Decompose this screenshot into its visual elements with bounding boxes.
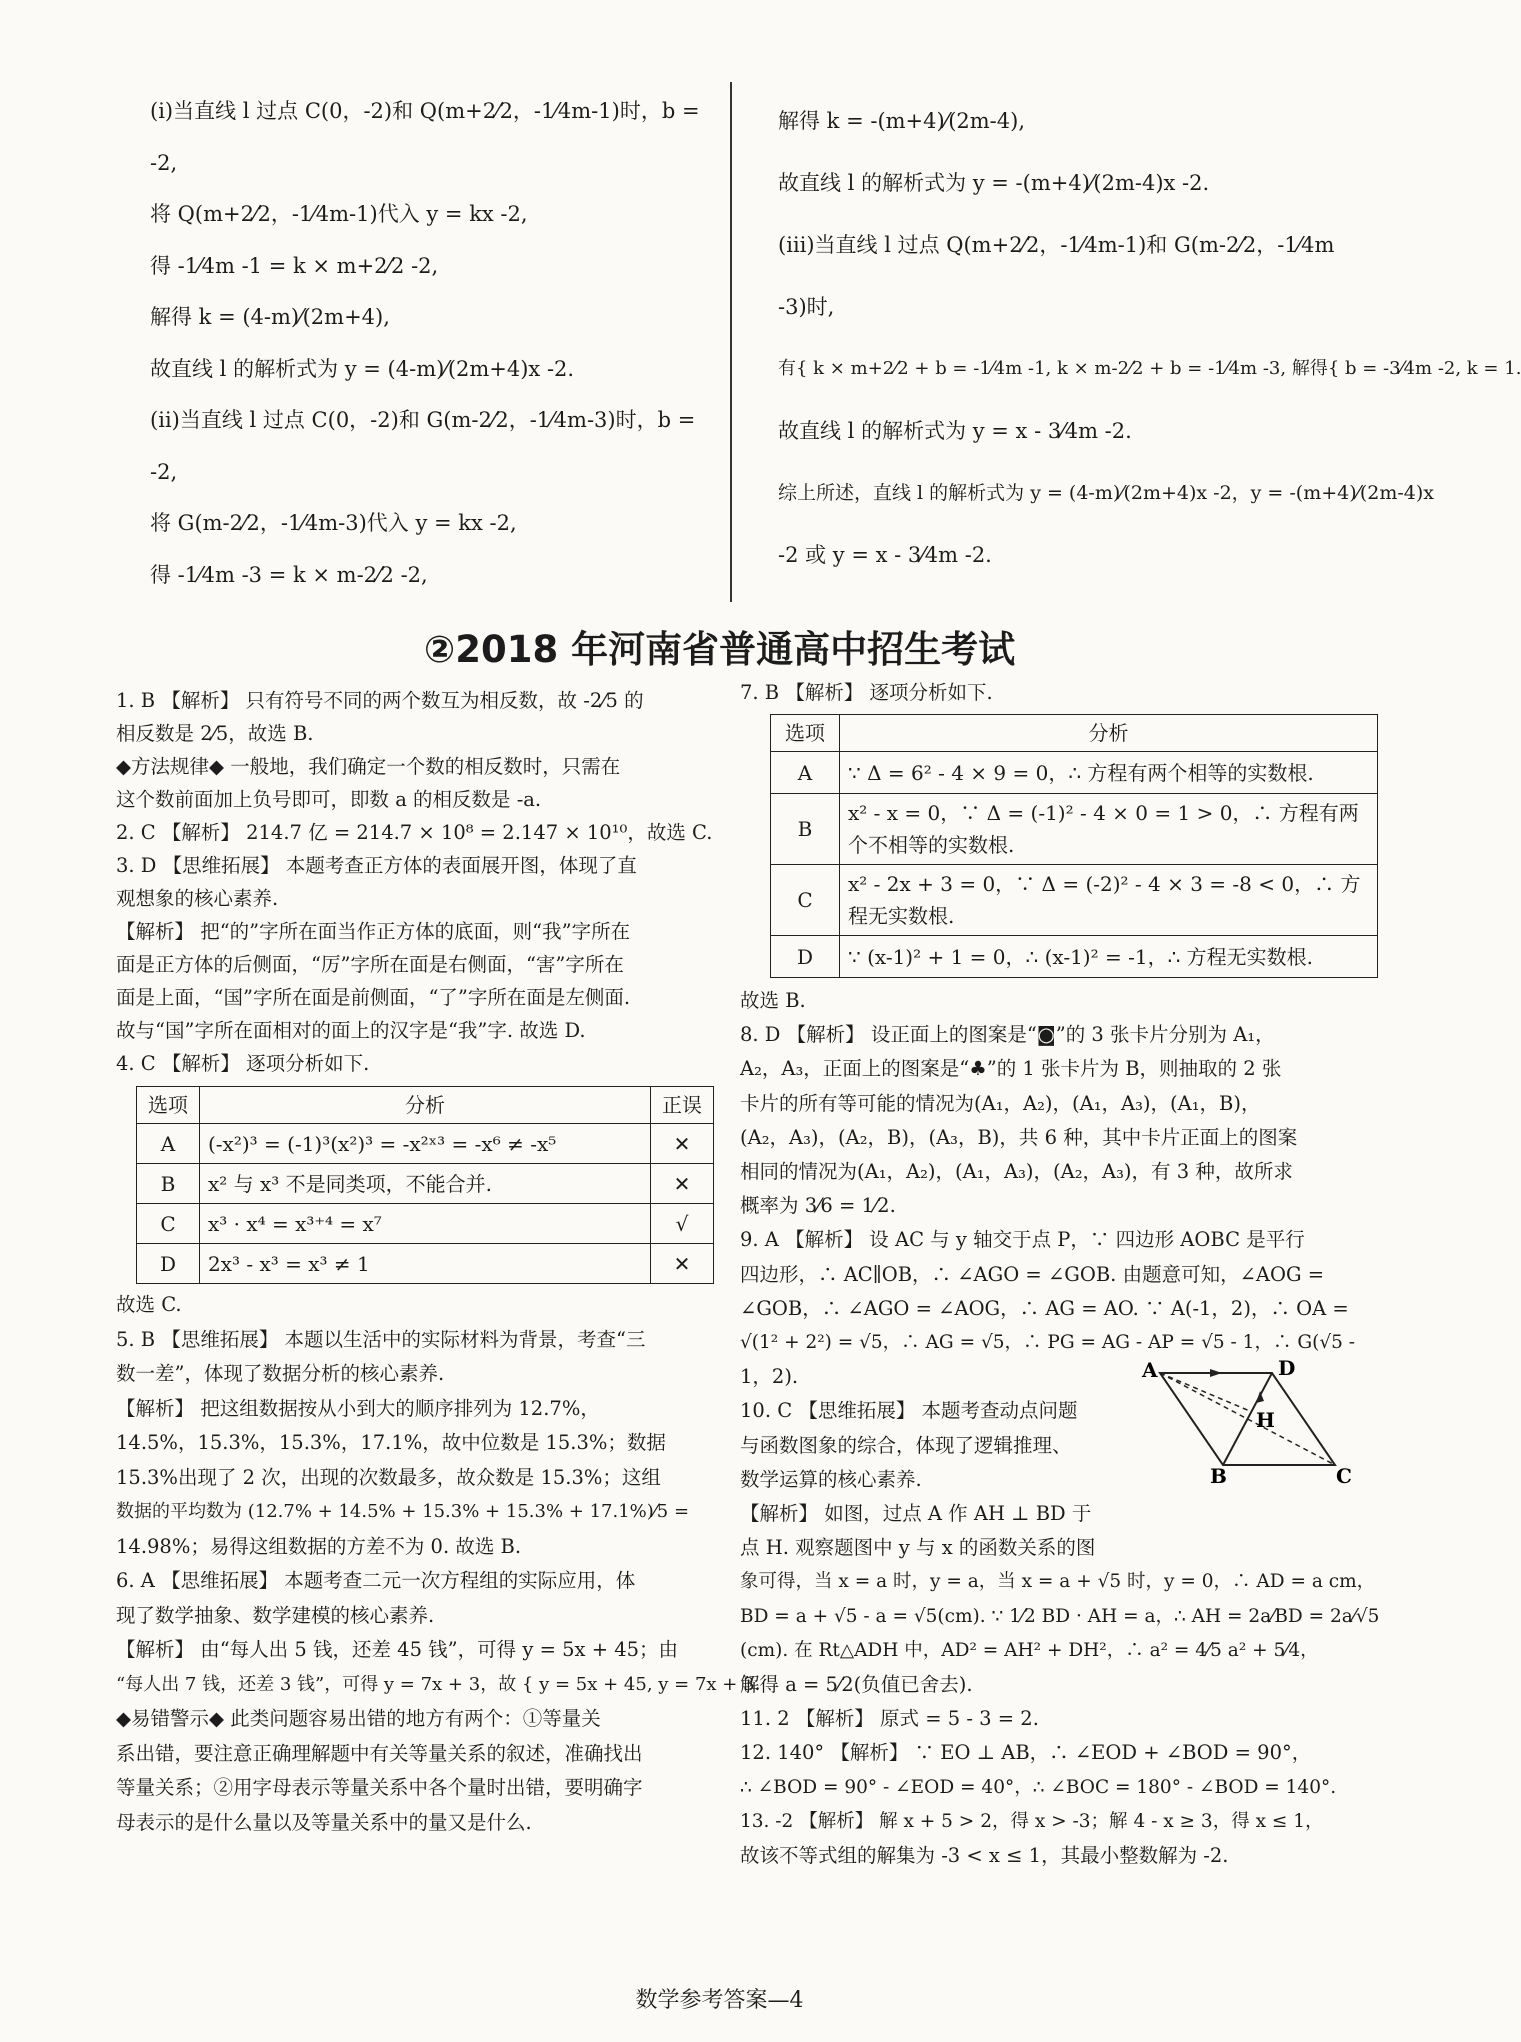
table-row (771, 865, 1378, 936)
table-row (137, 1244, 714, 1284)
text-line: -2, (150, 459, 178, 484)
text-line: A₂，A₃，正面上的图案是“♣”的 1 张卡片为 B，则抽取的 2 张 (740, 1057, 1282, 1081)
table-cell: x² - 2x + 3 = 0，∵ Δ = (-2)² - 4 × 3 = -8 < 0，∴ 方程无实数根. (840, 865, 1378, 936)
text-line: 故与“国”字所在面相对的面上的汉字是“我”字. 故选 D. (116, 1019, 586, 1042)
lower-right-column (740, 676, 1400, 1873)
text-line: 与函数图象的综合，体现了逻辑推理、 (740, 1433, 1072, 1457)
text-line: 解得 k = -(m+4)⁄(2m-4), (778, 109, 1025, 133)
text-line: 数据的平均数为 (12.7% + 14.5% + 15.3% + 15.3% + 17.1%)⁄5 = (116, 1501, 690, 1522)
table-header: 正误 (651, 1087, 714, 1124)
text-line: 故选 C. (116, 1293, 182, 1316)
text-line: 面是正方体的后侧面，“厉”字所在面是右侧面，“害”字所在 (116, 953, 624, 976)
table-cell: 2x³ - x³ = x³ ≠ 1 (200, 1244, 651, 1284)
answer-5: 5. B 【思维拓展】 本题以生活中的实际材料为背景，考查“三 (116, 1327, 646, 1351)
answer-11: 11. 2 【解析】 原式 = 5 - 3 = 2. (740, 1707, 1039, 1731)
text-line: ∠GOB，∴ ∠AGO = ∠AOG，∴ AG = AO. ∵ A(-1，2)，∴ OA = (740, 1296, 1349, 1320)
table-cell: ∵ (x-1)² + 1 = 0，∴ (x-1)² = -1，∴ 方程无实数根. (840, 936, 1378, 978)
table-cell: B (137, 1164, 200, 1204)
text-line: 数一差”，体现了数据分析的核心素养. (116, 1362, 445, 1385)
table-header: 选项 (771, 715, 840, 752)
table-cell: (-x²)³ = (-1)³(x²)³ = -x²ˣ³ = -x⁶ ≠ -x⁵ (200, 1124, 651, 1164)
table-row (137, 1164, 714, 1204)
table-row (771, 936, 1378, 978)
text-line: -3)时, (778, 295, 835, 319)
text-line: 母表示的是什么量以及等量关系中的量又是什么. (116, 1810, 532, 1834)
text-line: 14.98%；易得这组数据的方差不为 0. 故选 B. (116, 1534, 522, 1558)
text-line: 【解析】 把这组数据按从小到大的顺序排列为 12.7%， (116, 1396, 600, 1420)
text-line: 四边形，∴ AC∥OB，∴ ∠AGO = ∠GOB. 由题意可知，∠AOG = (740, 1262, 1325, 1286)
table-cell: A (137, 1124, 200, 1164)
text-line: 这个数前面加上负号即可，即数 a 的相反数是 -a. (116, 788, 542, 811)
text-line: 卡片的所有等可能的情况为(A₁，A₂)，(A₁，A₃)，(A₁，B)， (740, 1091, 1261, 1115)
text-line: 解得 k = (4-m)⁄(2m+4), (150, 305, 390, 329)
text-line: 【解析】 把“的”字所在面当作正方体的底面，则“我”字所在 (116, 920, 631, 943)
table-cell: x² - x = 0，∵ Δ = (-1)² - 4 × 0 = 1 > 0，∴ 方程有两个不相等的实数根. (840, 794, 1378, 865)
answer-9: 9. A 【解析】 设 AC 与 y 轴交于点 P，∵ 四边形 AOBC 是平行 (740, 1228, 1305, 1252)
text-line: 【解析】 由“每人出 5 钱，还差 45 钱”，可得 y = 5x + 45；由 (116, 1638, 679, 1661)
text-line: 故该不等式组的解集为 -3 < x ≤ 1，其最小整数解为 -2. (740, 1844, 1229, 1868)
answer-7: 7. B 【解析】 逐项分析如下. (740, 681, 993, 704)
text-line: 数学运算的核心素养. (740, 1467, 922, 1491)
answer-3: 3. D 【思维拓展】 本题考查正方体的表面展开图，体现了直 (116, 854, 637, 877)
text-line: √(1² + 2²) = √5，∴ AG = √5，∴ PG = AG - AP = √5 - 1，∴ G(√5 - (740, 1332, 1356, 1354)
text-line: “每人出 7 钱，还差 3 钱”，可得 y = 7x + 3，故 { y = 5x + 45, y = 7x + 3. (116, 1673, 761, 1695)
label-h: H (1256, 1408, 1275, 1432)
text-line: 15.3%出现了 2 次，出现的次数最多，故众数是 15.3%；这组 (116, 1465, 661, 1489)
text-line: 概率为 3⁄6 = 1⁄2. (740, 1194, 896, 1218)
text-line: 将 Q(m+2⁄2，-1⁄4m-1)代入 y = kx -2, (150, 202, 528, 226)
text-line: 解得 a = 5⁄2(负值已舍去). (740, 1673, 973, 1697)
table-row (771, 752, 1378, 794)
text-line: 得 -1⁄4m -3 = k × m-2⁄2 -2, (150, 562, 428, 587)
text-line: (ⅲ)当直线 l 过点 Q(m+2⁄2，-1⁄4m-1)和 G(m-2⁄2，-1⁄4m (778, 233, 1335, 257)
text-line: 观想象的核心素养. (116, 887, 279, 910)
table-cell: C (771, 865, 840, 936)
text-line: 现了数学抽象、数学建模的核心素养. (116, 1603, 435, 1627)
column-divider (730, 82, 732, 602)
text-line: 故直线 l 的解析式为 y = -(m+4)⁄(2m-4)x -2. (778, 171, 1210, 195)
answer-1: 1. B 【解析】 只有符号不同的两个数互为相反数，故 -2⁄5 的 (116, 689, 644, 712)
text-line: 象可得，当 x = a 时，y = a，当 x = a + √5 时，y = 0，∴ AD = a cm， (740, 1571, 1376, 1593)
page-footer: 数学参考答案—4 (635, 1988, 804, 2013)
table-cell: ∵ Δ = 6² - 4 × 9 = 0，∴ 方程有两个相等的实数根. (840, 752, 1378, 794)
text-line: (A₂，A₃)，(A₂，B)，(A₃，B)，共 6 种，其中卡片正面上的图案 (740, 1125, 1298, 1149)
text-line: (ⅰ)当直线 l 过点 C(0，-2)和 Q(m+2⁄2，-1⁄4m-1)时，b = (150, 99, 700, 123)
text-line: (ⅱ)当直线 l 过点 C(0，-2)和 G(m-2⁄2，-1⁄4m-3)时，b = (150, 408, 696, 432)
table-cell: C (137, 1204, 200, 1244)
table-cell: A (771, 752, 840, 794)
text-line: 得 -1⁄4m -1 = k × m+2⁄2 -2, (150, 253, 439, 278)
label-a: A (1142, 1358, 1158, 1382)
table-row (771, 794, 1378, 865)
table-row (137, 1204, 714, 1244)
answer-6: 6. A 【思维拓展】 本题考查二元一次方程组的实际应用，体 (116, 1569, 636, 1592)
table-cell: ✕ (651, 1164, 714, 1204)
table-header-row (771, 715, 1378, 752)
table-header-row (137, 1087, 714, 1124)
table-cell: √ (651, 1204, 714, 1244)
table-question-4 (136, 1086, 714, 1284)
text-line: 面是上面，“国”字所在面是前侧面，“了”字所在面是左侧面. (116, 986, 631, 1009)
text-line: 点 H. 观察题图中 y 与 x 的函数关系的图 (740, 1536, 1096, 1560)
text-line: 故直线 l 的解析式为 y = (4-m)⁄(2m+4)x -2. (150, 356, 575, 381)
text-line: 14.5%，15.3%，15.3%，17.1%，故中位数是 15.3%；数据 (116, 1431, 666, 1454)
answer-8: 8. D 【解析】 设正面上的图案是“◙”的 3 张卡片分别为 A₁， (740, 1023, 1275, 1047)
text-line: (cm). 在 Rt△ADH 中，AD² = AH² + DH²，∴ a² = 4⁄5 a² + 5⁄4， (740, 1639, 1319, 1661)
table-header: 分析 (200, 1087, 651, 1124)
text-line: -2, (150, 150, 178, 175)
arrow-icon (1256, 1391, 1264, 1403)
lower-left-column (116, 684, 761, 1840)
text-line: 【解析】 如图，过点 A 作 AH ⊥ BD 于 (740, 1502, 1092, 1526)
text-line: BD = a + √5 - a = √5(cm). ∵ 1⁄2 BD · AH = a，∴ AH = 2a⁄BD = 2a⁄√5 (740, 1605, 1380, 1627)
method-tip: ◆方法规律◆ 一般地，我们确定一个数的相反数时，只需在 (116, 755, 621, 778)
table-cell: D (771, 936, 840, 978)
text-line: -2 或 y = x - 3⁄4m -2. (778, 543, 992, 567)
table-row (137, 1124, 714, 1164)
parallelogram-diagram (1140, 1355, 1352, 1488)
answer-4: 4. C 【解析】 逐项分析如下. (116, 1052, 370, 1075)
answer-10: 10. C 【思维拓展】 本题考查动点问题 (740, 1399, 1078, 1423)
table-cell: x³ · x⁴ = x³⁺⁴ = x⁷ (200, 1204, 651, 1244)
answer-12: 12. 140° 【解析】 ∵ EO ⊥ AB，∴ ∠EOD + ∠BOD = 90°， (740, 1741, 1312, 1765)
text-line: 有{ k × m+2⁄2 + b = -1⁄4m -1, k × m-2⁄2 + b = -1⁄4m -3, 解得{ b = -3⁄4m -2, k = 1. (778, 358, 1521, 379)
text-line: 相反数是 2⁄5，故选 B. (116, 722, 314, 745)
table-cell: x² 与 x³ 不是同类项，不能合并. (200, 1164, 651, 1204)
answer-2: 2. C 【解析】 214.7 亿 = 214.7 × 10⁸ = 2.147 × 10¹⁰，故选 C. (116, 821, 713, 844)
table-header: 选项 (137, 1087, 200, 1124)
label-c: C (1336, 1464, 1352, 1488)
arrow-icon (1210, 1369, 1222, 1377)
top-left-column (150, 86, 700, 601)
text-line: 等量关系；②用字母表示等量关系中各个量时出错，要明确字 (116, 1776, 643, 1799)
text-line: 相同的情况为(A₁，A₂)，(A₁，A₃)，(A₂，A₃)，有 3 种，故所求 (740, 1160, 1293, 1184)
text-line: 故选 B. (740, 989, 806, 1012)
text-line: ∴ ∠BOD = 90° - ∠EOD = 40°，∴ ∠BOC = 180° - ∠BOD = 140°. (740, 1776, 1337, 1798)
error-warning: ◆易错警示◆ 此类问题容易出错的地方有两个：①等量关 (116, 1707, 601, 1730)
answer-13: 13. -2 【解析】 解 x + 5 > 2，得 x > -3；解 4 - x ≥ 3，得 x ≤ 1， (740, 1810, 1324, 1832)
label-b: B (1210, 1464, 1227, 1488)
section-title: ②2018 年河南省普通高中招生考试 (423, 628, 1016, 671)
label-d: D (1278, 1356, 1296, 1380)
text-line: 系出错，要注意正确理解题中有关等量关系的叙述，准确找出 (116, 1741, 643, 1765)
top-right-column (778, 90, 1521, 586)
text-line: 将 G(m-2⁄2，-1⁄4m-3)代入 y = kx -2, (150, 511, 517, 535)
table-cell: ✕ (651, 1124, 714, 1164)
text-line: 1，2). (740, 1365, 799, 1389)
table-cell: D (137, 1244, 200, 1284)
table-question-7 (770, 714, 1378, 978)
text-line: 综上所述，直线 l 的解析式为 y = (4-m)⁄(2m+4)x -2，y = -(m+4)⁄(2m-4)x (778, 482, 1434, 504)
table-header: 分析 (840, 715, 1378, 752)
text-line: 故直线 l 的解析式为 y = x - 3⁄4m -2. (778, 419, 1132, 443)
table-cell: ✕ (651, 1244, 714, 1284)
table-cell: B (771, 794, 840, 865)
